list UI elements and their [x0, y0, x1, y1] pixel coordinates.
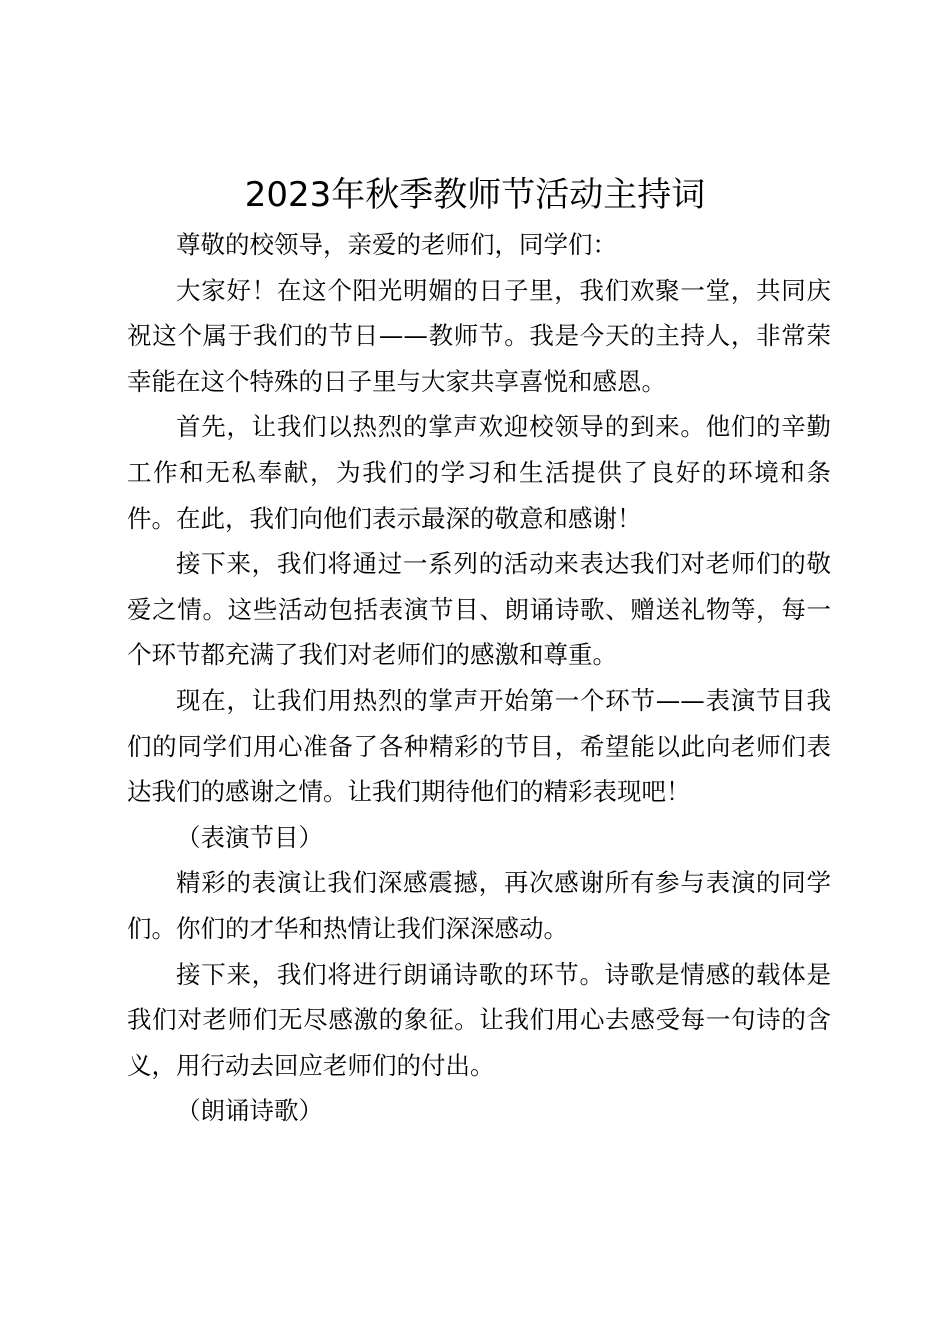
activities-intro-paragraph: 接下来，我们将通过一系列的活动来表达我们对老师们的敬爱之情。这些活动包括表演节目、朗诵诗歌、赠送礼物等，每一个环节都充满了我们对老师们的感激和尊重。 — [127, 549, 831, 670]
document-title: 2023年秋季教师节活动主持词 — [244, 175, 706, 215]
opening-paragraph: 大家好！在这个阳光明媚的日子里，我们欢聚一堂，共同庆祝这个属于我们的节日——教师节。我是今天的主持人，非常荣幸能在这个特殊的日子里与大家共享喜悦和感恩。 — [127, 275, 831, 396]
stage-direction-poetry: （朗诵诗歌） — [176, 1096, 323, 1126]
performance-thanks-paragraph: 精彩的表演让我们深感震撼，再次感谢所有参与表演的同学们。你们的才华和热情让我们深深感动。 — [127, 868, 831, 943]
welcome-leaders-paragraph: 首先，让我们以热烈的掌声欢迎校领导的到来。他们的辛勤工作和无私奉献，为我们的学习和生活提供了良好的环境和条件。在此，我们向他们表示最深的敬意和感谢！ — [127, 412, 831, 533]
stage-direction-performance: （表演节目） — [176, 822, 323, 852]
document-body — [127, 222, 831, 1134]
poetry-intro-paragraph: 接下来，我们将进行朗诵诗歌的环节。诗歌是情感的载体是我们对老师们无尽感激的象征。让我们用心去感受每一句诗的含义，用行动去回应老师们的付出。 — [127, 959, 831, 1080]
performance-intro-paragraph: 现在，让我们用热烈的掌声开始第一个环节——表演节目我们的同学们用心准备了各种精彩的节目，希望能以此向老师们表达我们的感谢之情。让我们期待他们的精彩表现吧！ — [127, 685, 831, 807]
greeting-paragraph: 尊敬的校领导，亲爱的老师们，同学们： — [176, 230, 617, 259]
